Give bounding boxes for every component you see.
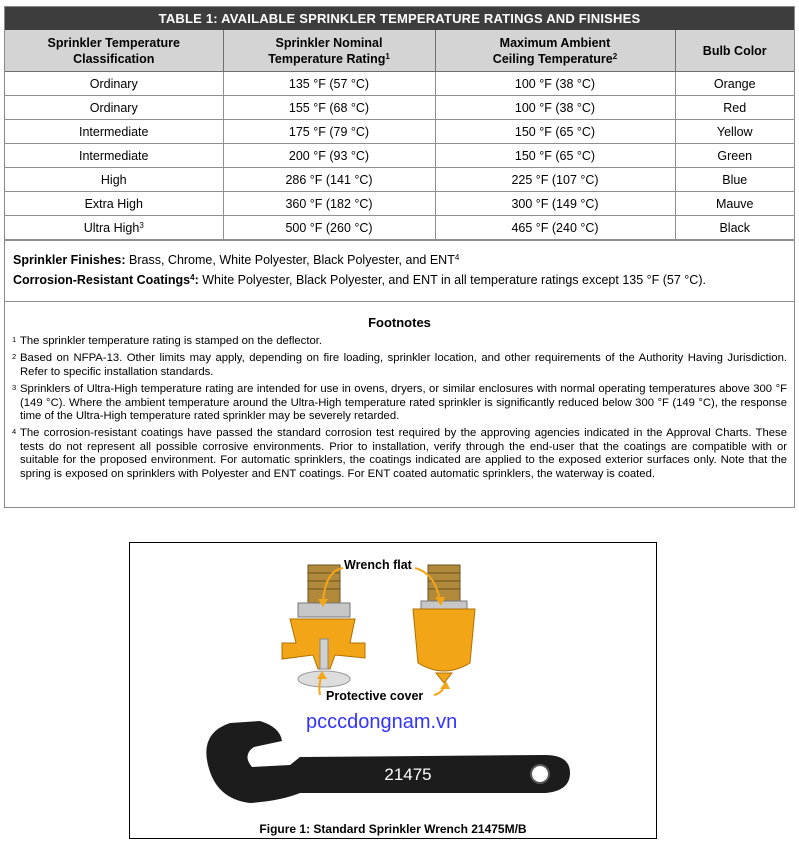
cell-nominal: 286 °F (141 °C) [223, 168, 435, 192]
cell-nominal: 500 °F (260 °C) [223, 216, 435, 240]
sprinkler-left-image [282, 565, 365, 687]
corrosion-coatings: Corrosion-Resistant Coatings$^4$: White Polyester, Black Polyester, and ENT in all temperature ratings except 135 °F (57 °C). [13, 273, 706, 287]
header-nominal-rating: Sprinkler Nominal Temperature Rating$^1$ [223, 30, 435, 72]
table-title: TABLE 1: AVAILABLE SPRINKLER TEMPERATURE RATINGS AND FINISHES [5, 7, 794, 30]
cell-bulb: Blue [675, 168, 794, 192]
watermark: pcccdongnam.vn [306, 711, 458, 733]
footnote: 3 Sprinklers of Ultra-High temperature rating are intended for use in ovens, dryers, or similar enclosures with normal operating temperatures above 300 °F (149 °C). Where the ambient temperature around the Ultra-High temperature rated sprinkler is significantly reduced below 300 °F (149 °C), the response time of the Ultra-High temperature rated sprinkler may be severely retarded. [12, 383, 787, 423]
cell-classification: Ordinary [5, 72, 223, 96]
cell-bulb: Green [675, 144, 794, 168]
cell-ambient: 300 °F (149 °C) [435, 192, 675, 216]
cell-bulb: Red [675, 96, 794, 120]
cell-ambient: 100 °F (38 °C) [435, 72, 675, 96]
cell-ambient: 465 °F (240 °C) [435, 216, 675, 240]
table-header-row [5, 30, 794, 72]
cell-nominal: 360 °F (182 °C) [223, 192, 435, 216]
cell-ambient: 150 °F (65 °C) [435, 144, 675, 168]
footnotes-section [5, 301, 794, 481]
ratings-table-block [4, 6, 795, 508]
cell-nominal: 200 °F (93 °C) [223, 144, 435, 168]
table-row [5, 72, 794, 96]
figure-box [129, 542, 657, 839]
table-row [5, 216, 794, 240]
cell-bulb: Orange [675, 72, 794, 96]
cell-ambient: 150 °F (65 °C) [435, 120, 675, 144]
sprinkler-right-image [413, 565, 475, 683]
cell-bulb: Yellow [675, 120, 794, 144]
cell-bulb: Mauve [675, 192, 794, 216]
cell-nominal: 135 °F (57 °C) [223, 72, 435, 96]
footnote: 4 The corrosion-resistant coatings have passed the standard corrosion test required by the approving agencies indicated in the Approval Charts. These tests do not represent all possible corrosive environments. Prior to installation, verify through the end-user that the coatings are compatible with or suitable for the proposed environment. For automatic sprinklers, the coatings indicated are applied to the exposed exterior surfaces only. Note that the spring is exposed on sprinklers with Polyester and ENT coatings. For ENT coated automatic sprinklers, the waterway is coated. [12, 427, 787, 480]
callout-wrench-flat: Wrench flat [344, 558, 412, 572]
callout-protective-cover: Protective cover [326, 689, 424, 703]
table-row [5, 96, 794, 120]
cell-classification: High [5, 168, 223, 192]
ratings-table [5, 30, 794, 240]
cell-nominal: 155 °F (68 °C) [223, 96, 435, 120]
header-classification: Sprinkler Temperature Classification [5, 30, 223, 72]
cell-classification: Intermediate [5, 144, 223, 168]
table-row [5, 168, 794, 192]
figure-caption: Figure 1: Standard Sprinkler Wrench 21475M/B [259, 822, 527, 836]
cell-ambient: 100 °F (38 °C) [435, 96, 675, 120]
table-row [5, 120, 794, 144]
cell-bulb: Black [675, 216, 794, 240]
header-max-ambient: Maximum Ambient Ceiling Temperature$^2$ [435, 30, 675, 72]
finishes-section [5, 240, 794, 301]
footnote: 1 The sprinkler temperature rating is stamped on the deflector. [12, 335, 323, 347]
footnotes-title: Footnotes [368, 315, 431, 330]
cell-classification: Extra High [5, 192, 223, 216]
table-row [5, 192, 794, 216]
cell-classification: Intermediate [5, 120, 223, 144]
wrench-number: 21475 [384, 765, 432, 784]
cell-classification: Ultra High$^3$ [5, 216, 223, 240]
cell-classification: Ordinary [5, 96, 223, 120]
table-row [5, 144, 794, 168]
footnote: 2 Based on NFPA-13. Other limits may apply, depending on fire loading, sprinkler location, and other requirements of the Authority Having Jurisdiction. Refer to specific installation standards. [12, 352, 787, 378]
sprinkler-finishes: Sprinkler Finishes: Brass, Chrome, White Polyester, Black Polyester, and ENT$^4$ [13, 253, 460, 267]
cell-nominal: 175 °F (79 °C) [223, 120, 435, 144]
cell-ambient: 225 °F (107 °C) [435, 168, 675, 192]
header-bulb-color: Bulb Color [675, 30, 794, 72]
